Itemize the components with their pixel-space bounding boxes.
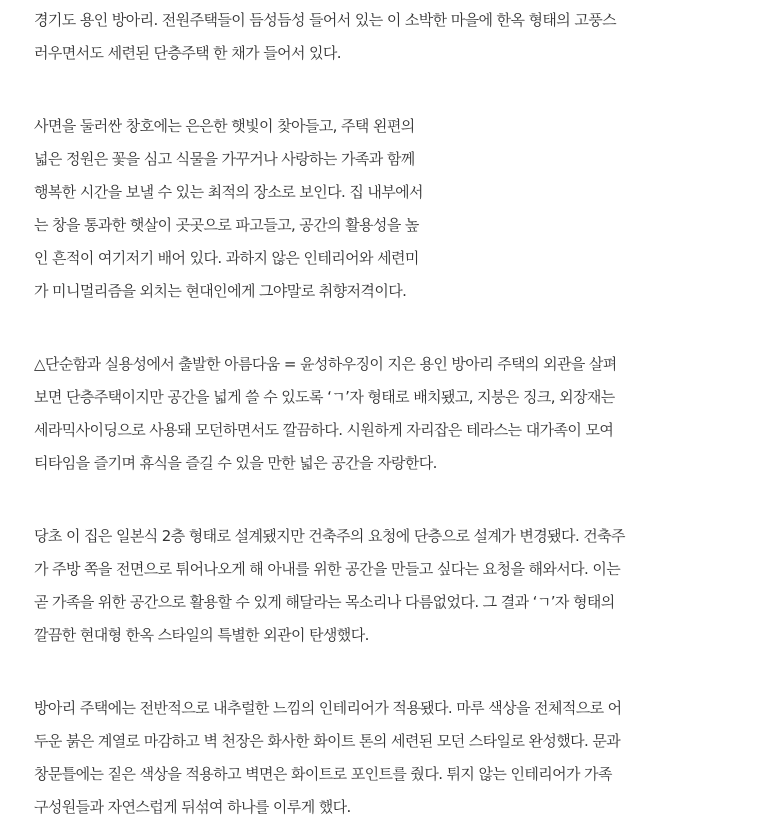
text-line: 두운 붉은 계열로 마감하고 벽 천장은 화사한 화이트 톤의 세련된 모던 스타일로 완성했다. 문과 <box>34 732 621 750</box>
text-line: 구성원들과 자연스럽게 뒤섞여 하나를 이루게 했다. <box>34 798 351 816</box>
text-line: 가 미니멀리즘을 외치는 현대인에게 그야말로 취향저격이다. <box>34 282 407 300</box>
text-line: 깔끔한 현대형 한옥 스타일의 특별한 외관이 탄생했다. <box>34 626 369 644</box>
article-body <box>34 0 734 824</box>
paragraph-intro <box>34 0 734 70</box>
text-line: 티타임을 즐기며 휴식을 즐길 수 있을 만한 넓은 공간을 자랑한다. <box>34 454 437 472</box>
paragraph-exterior <box>34 348 734 480</box>
text-line: 가 주방 쪽을 전면으로 튀어나오게 해 아내를 위한 공간을 만들고 싶다는 요청을 해와서다. 이는 <box>34 560 621 578</box>
text-line: 창문틀에는 짙은 색상을 적용하고 벽면은 화이트로 포인트를 줬다. 튀지 않는 인테리어가 가족 <box>34 765 612 783</box>
text-line: 행복한 시간을 보낼 수 있는 최적의 장소로 보인다. 집 내부에서 <box>34 183 423 201</box>
paragraph-garden <box>34 110 734 308</box>
text-line: 사면을 둘러싼 창호에는 은은한 햇빛이 찾아들고, 주택 왼편의 <box>34 117 415 135</box>
text-line: △단순함과 실용성에서 출발한 아름다움 = 윤성하우징이 지은 용인 방아리 주택의 외관을 살펴 <box>34 355 617 373</box>
text-line: 는 창을 통과한 햇살이 곳곳으로 파고들고, 공간의 활용성을 높 <box>34 216 419 234</box>
text-line: 방아리 주택에는 전반적으로 내추럴한 느낌의 인테리어가 적용됐다. 마루 색상을 전체적으로 어 <box>34 699 622 717</box>
text-line: 경기도 용인 방아리. 전원주택들이 듬성듬성 들어서 있는 이 소박한 마을에 한옥 형태의 고풍스 <box>34 11 617 29</box>
paragraph-design-change <box>34 520 734 652</box>
text-line: 세라믹사이딩으로 사용돼 모던하면서도 깔끔하다. 시원하게 자리잡은 테라스는 대가족이 모여 <box>34 421 614 439</box>
text-line: 넓은 정원은 꽃을 심고 식물을 가꾸거나 사랑하는 가족과 함께 <box>34 150 415 168</box>
text-line: 인 흔적이 여기저기 배어 있다. 과하지 않은 인테리어와 세련미 <box>34 249 419 267</box>
text-line: 러우면서도 세련된 단층주택 한 채가 들어서 있다. <box>34 44 341 62</box>
text-line: 곧 가족을 위한 공간으로 활용할 수 있게 해달라는 목소리나 다름없었다. 그 결과 ‘ㄱ’자 형태의 <box>34 593 615 611</box>
paragraph-interior <box>34 692 734 824</box>
text-line: 당초 이 집은 일본식 2층 형태로 설계됐지만 건축주의 요청에 단층으로 설계가 변경됐다. 건축주 <box>34 527 625 545</box>
text-line: 보면 단층주택이지만 공간을 넓게 쓸 수 있도록 ‘ㄱ’자 형태로 배치됐고, 지붕은 징크, 외장재는 <box>34 388 615 406</box>
